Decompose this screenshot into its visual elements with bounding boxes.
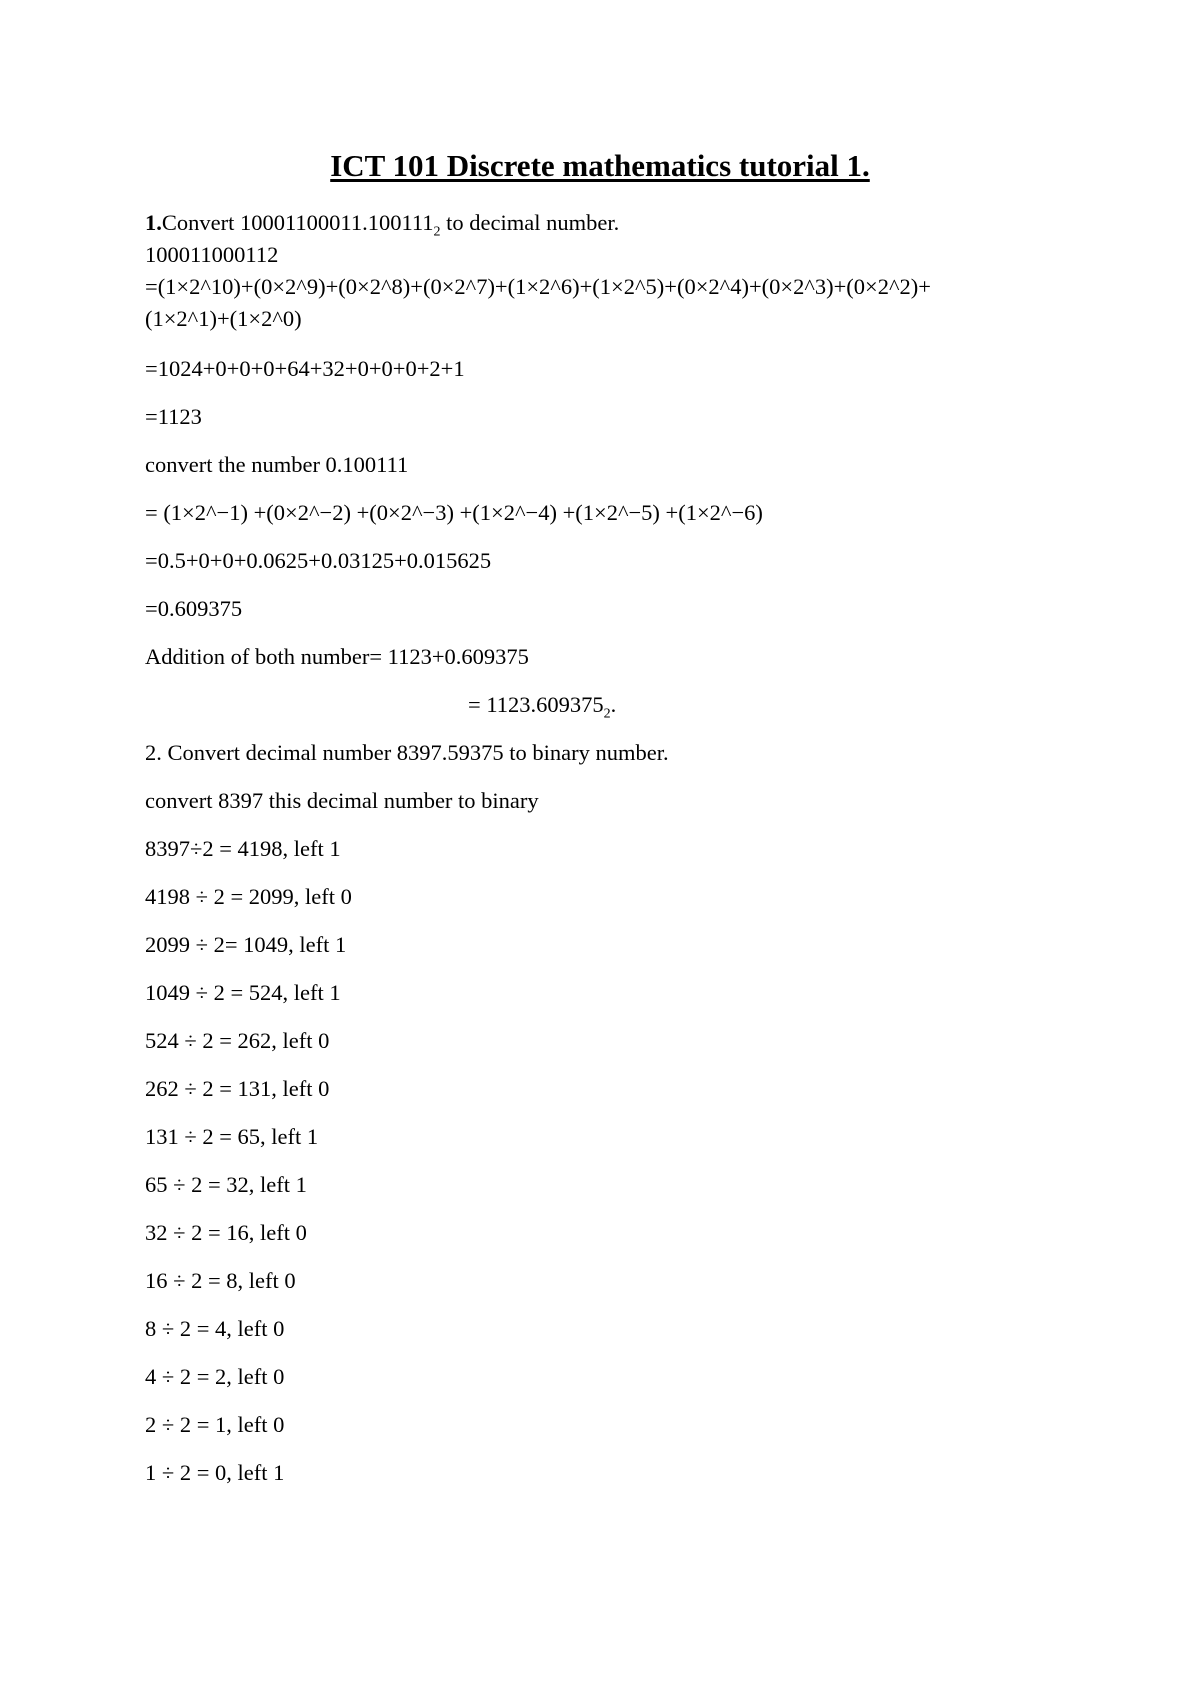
q1-sum-line: =1024+0+0+0+64+32+0+0+0+2+1: [145, 356, 465, 381]
q2-step: 32 ÷ 2 = 16, left 0: [145, 1220, 307, 1245]
q2-step: 4198 ÷ 2 = 2099, left 0: [145, 884, 352, 909]
q1-prompt: [145, 210, 619, 246]
q2-step: 1 ÷ 2 = 0, left 1: [145, 1460, 285, 1485]
q2-step: 2099 ÷ 2= 1049, left 1: [145, 932, 347, 957]
q1-expansion-line-1: =(1×2^10)+(0×2^9)+(0×2^8)+(0×2^7)+(1×2^6)+(1×2^5)+(0×2^4)+(0×2^3)+(0×2^2)+: [145, 274, 931, 299]
q1-final-subscript: 2: [603, 706, 611, 722]
q1-frac-result: =0.609375: [145, 596, 243, 621]
q1-expansion-line-2: (1×2^1)+(1×2^0): [145, 306, 302, 331]
q1-frac-intro: convert the number 0.100111: [145, 452, 409, 477]
q2-step: 4 ÷ 2 = 2, left 0: [145, 1364, 285, 1389]
q2-step: 8397÷2 = 4198, left 1: [145, 836, 341, 861]
q1-number: 1.: [145, 210, 162, 235]
q2-step: 16 ÷ 2 = 8, left 0: [145, 1268, 296, 1293]
q2-intro: convert 8397 this decimal number to binary: [145, 788, 539, 813]
document-title: ICT 101 Discrete mathematics tutorial 1.: [330, 148, 870, 183]
q1-final-result: [468, 692, 616, 728]
q1-prompt-subscript: 2: [433, 224, 441, 240]
q1-frac-sum: =0.5+0+0+0.0625+0.03125+0.015625: [145, 548, 492, 573]
q2-step: 1049 ÷ 2 = 524, left 1: [145, 980, 341, 1005]
q2-step: 131 ÷ 2 = 65, left 1: [145, 1124, 319, 1149]
q1-int-result: =1123: [145, 404, 202, 429]
q1-binary-line: 100011000112: [145, 242, 279, 267]
q2-prompt: 2. Convert decimal number 8397.59375 to binary number.: [145, 740, 669, 765]
q1-frac-expansion: = (1×2^−1) +(0×2^−2) +(0×2^−3) +(1×2^−4) +(1×2^−5) +(1×2^−6): [145, 500, 763, 525]
q1-final-tail: .: [610, 692, 617, 717]
q1-prompt-main: Convert 10001100011.100111: [161, 210, 434, 235]
q1-prompt-tail: to decimal number.: [440, 210, 620, 235]
q2-step: 524 ÷ 2 = 262, left 0: [145, 1028, 330, 1053]
q1-final-main: = 1123.609375: [468, 692, 604, 717]
q2-step: 8 ÷ 2 = 4, left 0: [145, 1316, 285, 1341]
q2-step: 262 ÷ 2 = 131, left 0: [145, 1076, 330, 1101]
q1-addition-line: Addition of both number= 1123+0.609375: [145, 644, 529, 669]
q2-step: 65 ÷ 2 = 32, left 1: [145, 1172, 307, 1197]
q2-step: 2 ÷ 2 = 1, left 0: [145, 1412, 285, 1437]
